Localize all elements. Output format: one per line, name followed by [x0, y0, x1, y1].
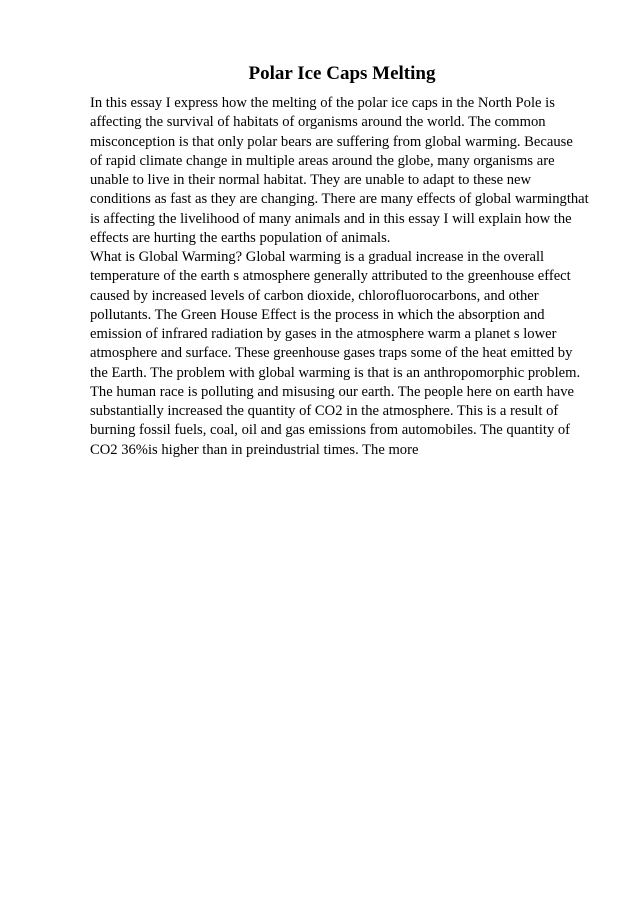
body-line: caused by increased levels of carbon dioxide, chlorofluorocarbons, and other: [90, 287, 539, 304]
body-line: misconception is that only polar bears are suffering from global warming. Because: [90, 133, 573, 150]
body-line: In this essay I express how the melting of the polar ice caps in the North Pole is: [90, 95, 555, 111]
body-line: pollutants. The Green House Effect is the process in which the absorption and: [90, 306, 545, 323]
body-line: burning fossil fuels, coal, oil and gas emissions from automobiles. The quantity of: [90, 422, 571, 439]
body-line: emission of infrared radiation by gases in the atmosphere warm a planet s lower: [90, 326, 557, 342]
body-line: unable to live in their normal habitat. They are unable to adapt to these new: [90, 172, 532, 188]
body-line: substantially increased the quantity of CO2 in the atmosphere. This is a result of: [90, 403, 559, 419]
body-line: affecting the survival of habitats of organisms around the world. The common: [90, 114, 546, 131]
body-line: the Earth. The problem with global warming is that is an anthropomorphic problem.: [90, 364, 581, 381]
body-line: The human race is polluting and misusing our earth. The people here on earth have: [90, 383, 575, 400]
body-line: CO2 36%is higher than in preindustrial times. The more: [90, 441, 419, 458]
body-line: of rapid climate change in multiple areas around the globe, many organisms are: [90, 152, 555, 169]
body-line: atmosphere and surface. These greenhouse gases traps some of the heat emitted by: [90, 345, 573, 362]
body-line: temperature of the earth s atmosphere generally attributed to the greenhouse effect: [90, 268, 571, 285]
document-title: Polar Ice Caps Melting: [248, 63, 436, 84]
body-line: conditions as fast as they are changing. There are many effects of global warmingthat: [90, 191, 589, 208]
body-line: is affecting the livelihood of many animals and in this essay I will explain how the: [90, 210, 572, 227]
document-body: [90, 94, 630, 460]
body-line: What is Global Warming? Global warming is a gradual increase in the overall: [90, 249, 545, 265]
body-line: effects are hurting the earths population of animals.: [90, 229, 391, 246]
